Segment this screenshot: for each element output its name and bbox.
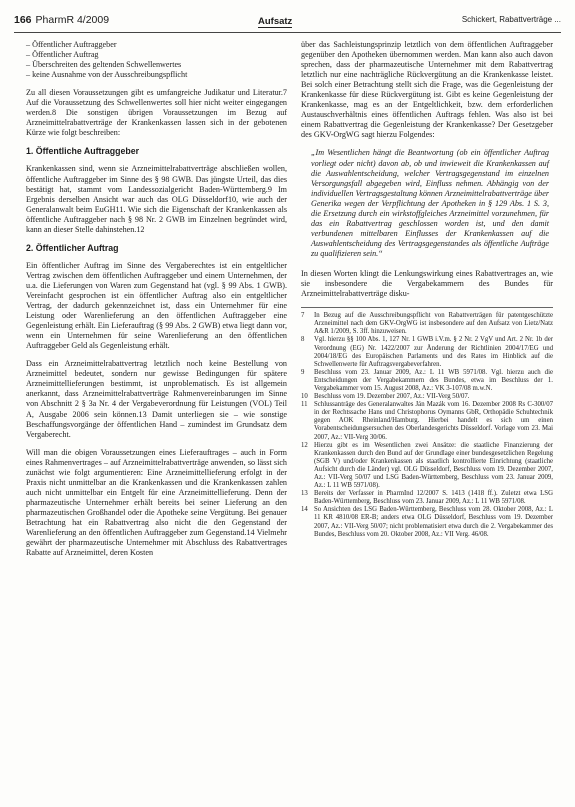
footnote-text: In Bezug auf die Ausschreibungspflicht von Rabattverträgen für patentgeschützte Arzneimittel nach dem GKV-OrgWG ist insbesondere auf den Aufsatz von Lietz/Natz A&R 1/2009, S. 3ff. hinzuweisen.: [314, 312, 553, 336]
paragraph: Ein öffentlicher Auftrag im Sinne des Vergaberechtes ist ein entgeltlicher Vertrag zwischen dem öffentlichen Auftraggeber und einem Unternehmen, der u.a. die Lieferungen von Waren zum Gegenstand hat (vgl. § 99 Abs. 1 GWB). Vereinfacht gesprochen ist ein öffentlicher Auftrag also ein entgeltlicher Vertrag, der dadurch gekennzeichnet ist, dass ein Unternehmer für eine Leistung oder Warenlieferung an den öffentlichen Auftraggeber eine Gegenleistung erhält. Ein Lieferauftrag (§ 99 Abs. 2 GWB) etwa liegt dann vor, wenn ein Unternehmen für seine Warenlieferung an den öffentlichen Auftraggeber Geld als Gegenleistung erhält.: [26, 260, 287, 351]
paragraph: über das Sachleistungsprinzip letztlich von dem öffentlichen Auftraggeber gegenüber den Apotheken übernommen werden. Man kann also auch davon sprechen, dass der pharmazeutische Unternehmer mit dem Rabattvertrag letztlich nur eine nachträgliche Rückvergütung an die Krankenkasse leistet. Bei solch einer Betrachtung stellt sich die Frage, was die Gegenleistung der Krankenkasse für diese Rückvergütung ist. Gibt es keine Gegenleistung der Krankenkasse, mag es an der Entgeltlichkeit, bzw. dem erforderlichen Austauschverhältnis eines öffentlichen Auftrags fehlen. Was also ist bei einem Rabattvertrag die Gegenleistung der Krankenkasse? Der Gesetzgeber des GKV-OrgWG sagt hierzu Folgendes:: [301, 40, 553, 140]
footnote: [301, 369, 553, 393]
footnotes: [301, 307, 553, 539]
page-number: 166: [14, 14, 32, 26]
footnote-text: So Ansichten des LSG Baden-Württemberg, Beschluss vom 28. Oktober 2008, Az.: L 11 KR 4810/08 ER-B; anders etwa OLG Düsseldorf, Beschluss vom 19. Dezember 2007, Az.: VII-Verg 50/07; nicht problematisiert etwa durch die 2. Vergabekammer des Bundes, Beschluss vom 20. Oktober 2008, Az.: VII Verg. 46/08.: [314, 506, 553, 538]
paragraph: Krankenkassen sind, wenn sie Arzneimittelrabattverträge abschließen wollen, öffentliche Auftraggeber im Sinne des § 98 GWB. Das jüngste Urteil, das dies bestätigt hat, stammt vom Landessozialgericht Baden-Württemberg.9 Im Ergebnis derselben Ansicht war auch das OLG Düsseldorf10, wie auch der Generalanwalt beim EuGH11. Wie sich die Eigenschaft der Krankenkassen als öffentliche Auftraggeber nach § 98 Nr. 2 GWB im Einzelnen begründet wird, kann an dieser Stelle dahinstehen.12: [26, 164, 287, 234]
section-heading-public-contract: 2. Öffentlicher Auftrag: [26, 242, 119, 253]
footnote-text: Bereits der Verfasser in PharmInd 12/2007 S. 1413 (1418 ff.). Zuletzt etwa LSG Baden-Württemberg, Beschluss vom 23. Januar 2009, Az.: L 11 WB 5971/08.: [314, 490, 553, 506]
footnote-text: Beschluss vom 19. Dezember 2007, Az.: VII-Verg 50/07.: [314, 393, 470, 401]
list-item: – Öffentlicher Auftrag: [26, 50, 287, 60]
list-item: – keine Ausnahme von der Ausschreibungspflicht: [26, 70, 287, 80]
footnote: [301, 336, 553, 368]
footnote-number: 14: [301, 506, 308, 514]
footnote-number: 12: [301, 441, 308, 449]
legislative-quote: „Im Wesentlichen hängt die Beantwortung (ob ein öffentlicher Auftrag vorliegt oder nicht) davon ab, ob und inwieweit die Krankenkassen auf die Auswahlentscheidung, welcher Vertragsgegenstand im einzelnen Versorgungsfall abgegeben wird, Einfluss nehmen. Abhängig von der individuellen Vertragsgestaltung können Arzneimittelrabattverträge über Generika wegen der Verpflichtung der Apotheken in § 129 Abs. 1 S. 3, die Ersetzung durch ein wirkstoffgleiches Arzneimittel vorzunehmen, für das ein Rabattvertrag geschlossen worden ist, und den damit verbundenen mittelbaren Einflusses der Krankenkassen auf die Auswahlentscheidung des Vertragsgegenstandes als öffentliche Aufträge zu qualifizieren sein.“: [311, 148, 549, 258]
footnote-text: Hierzu gibt es im Wesentlichen zwei Ansätze: die staatliche Finanzierung der Krankenkassen durch den Bund auf der Grundlage einer bundesgesetzlichen Regelung (SGB V) und/oder Krankenkassen als staatlich kontrollierte Einrichtung (staatliche Aufsicht durch die Länder) vgl. OLG Düsseldorf, Beschluss vom 19. Dezember 2007, Az.: VII-Verg 50/07 und LSG Baden-Württemberg, Beschluss vom 23. Januar 2009, Az.: L 11 WB 5971/08).: [314, 441, 553, 490]
running-title: Schickert, Rabattverträge ...: [461, 15, 561, 24]
footnote-number: 10: [301, 393, 308, 401]
footnote-text: Beschluss vom 23. Januar 2009, Az.: L 11 WB 5971/08. Vgl. hierzu auch die Entscheidungen der Vergabekammern des Bundes, etwa im Beschluss der 1. Vergabekammer vom 15. August 2008, Az.: VK 3-107/08 m.w.N.: [314, 368, 553, 392]
footnote: [301, 401, 553, 441]
list-item: – Überschreiten des geltenden Schwellenwertes: [26, 60, 287, 70]
footnote-number: 9: [301, 368, 305, 376]
section-heading-public-contracting-authority: 1. Öffentliche Auftraggeber: [26, 146, 140, 157]
journal-name: PharmR 4/2009: [35, 14, 110, 26]
requirements-list: [26, 40, 287, 80]
right-column: [301, 40, 553, 539]
footnote: [301, 312, 553, 336]
footnote: [301, 442, 553, 491]
footnote-number: 8: [301, 336, 305, 344]
footnote-number: 7: [301, 312, 305, 320]
footnote-text: Vgl. hierzu §§ 100 Abs. 1, 127 Nr. 1 GWB i.V.m. § 2 Nr. 2 VgV und Art. 2 Nr. 1b der Verordnung (EG) Nr. 1422/2007 zur Änderung der Richtlinien 2004/17/EG und 2004/18/EG des Europäischen Parlaments und des Rates im Hinblick auf die Schwellenwerte für Auftragsvergabeverfahren.: [314, 336, 553, 368]
left-column: [26, 40, 287, 566]
footnote-number: 11: [301, 401, 308, 409]
header-left: [14, 14, 109, 26]
paragraph: Will man die obigen Voraussetzungen eines Lieferauftrages – auch in Form eines Rahmenvertrages – auf Arzneimittelrabattverträge anwenden, so lässt sich zunächst wie folgt argumentieren: Eine Arzneimittellieferung erfolgt in der Praxis nicht unmittelbar an die Krankenkassen und die Krankenkassen zahlen auch nicht unmittelbar ein Entgelt für eine Arzneimittellieferung. Denn der pharmazeutische Unternehmer erhält bereits bei seiner Lieferung an den pharmazeutischen Großhandel oder die Apotheke seine Vergütung. Bei genauer Betrachtung hat ein Rabattvertrag also nicht die den Gegenstand der Warenlieferung an den öffentlichen Auftraggeber zum Gegenstand.14 Vielmehr gewährt der pharmazeutische Unternehmer mit Abschluss des Rabattvertrages Rabatte auf Arzneimittel, deren Kosten: [26, 447, 287, 558]
paragraph: Dass ein Arzneimittelrabattvertrag letztlich noch keine Bestellung von Arzneimittel bedeutet, sondern nur gewisse Bedingungen für spätere Arzneimittellieferungen bestimmt, ist unproblematisch. Es ist allgemein anerkannt, dass Arzneimittelrabattverträge Rahmenvereinbarungen im Sinne von Abschnitt 2 § 3a Nr. 4 der Vergabeverordnung für Leistungen (VOL) Teil A, Ausgabe 2006 sein können.13 Damit unterliegen sie – wie sonstige Beschaffungsvorgänge der öffentlichen Hand – zumindest im Grundsatz dem Vergaberecht.: [26, 359, 287, 439]
page-header: [14, 14, 561, 33]
footnote: [301, 506, 553, 538]
paragraph: In diesen Worten klingt die Lenkungswirkung eines Rabattvertrages an, wie sie insbesondere die Vergabekammern des Bundes für Arzneimittelrabattverträge disku-: [301, 268, 553, 299]
footnote: [301, 490, 553, 506]
footnote-number: 13: [301, 490, 308, 498]
section-label: Aufsatz: [258, 16, 293, 27]
footnote-text: Schlussanträge des Generalanwaltes Ján Mazák vom 16. Dezember 2008 Rs C-300/07 in der Rechtssache Hans und Christophorus Oymanns GbR, Orthopädie Schuhtechnik gegen AOK Rheinland/Hamburg. Hierbei handelt es sich um einen Vorabentscheidungsersuchen des Oberlandesgerichts Düsseldorf. Vorlage vom 23. Mai 2007, Az.: VII-Verg 30/06.: [314, 401, 553, 441]
footnote: [301, 393, 553, 401]
list-item: – Öffentlicher Auftraggeber: [26, 40, 287, 50]
intro-paragraph: Zu all diesen Voraussetzungen gibt es umfangreiche Judikatur und Literatur.7 Auf die Voraussetzung des Schwellenwertes soll hier nicht weiter eingegangen werden.8 Die sonstigen übrigen Voraussetzungen im Bezug auf Arzneimittelrabattverträge der Krankenkassen lassen sich in der gebotenen Kürze wie folgt beschreiben:: [26, 88, 287, 138]
